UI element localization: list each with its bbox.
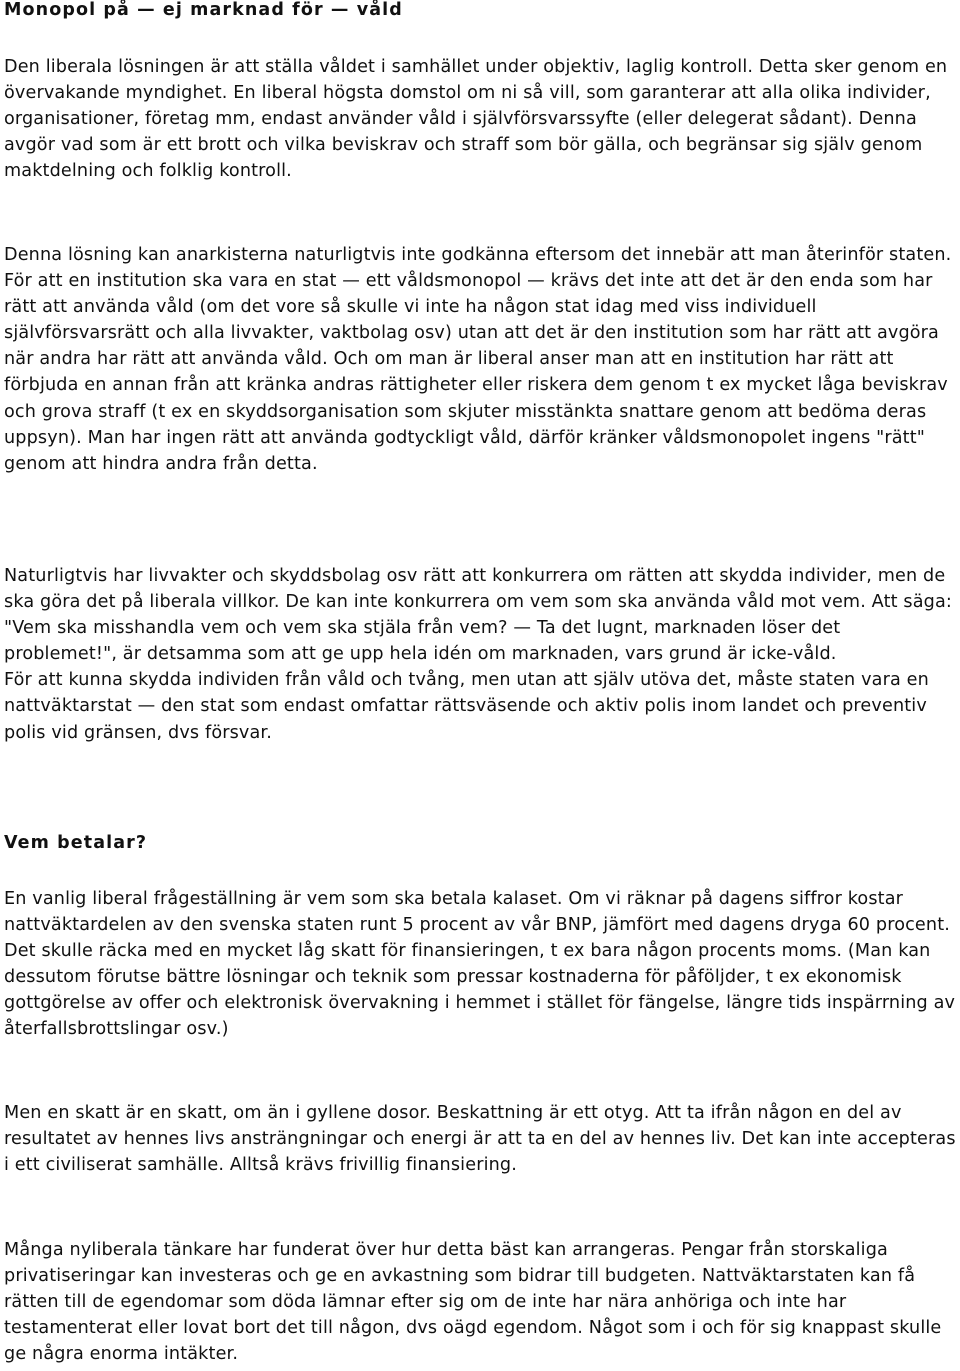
paragraph: Denna lösning kan anarkisterna naturligtvis inte godkänna eftersom det innebär att man återinför staten. För att en institution ska vara en stat — ett våldsmonopol — krävs det inte att det är den enda som har rätt att använda våld (om det vore så skulle vi inte ha någon stat idag med viss individuell självförsvarsrätt och alla livvakter, vaktbolag osv) utan att det är den institution som har rätt att avgöra när andra har rätt att använda våld. Och om man är liberal anser man att en institution har rätt att förbjuda en annan från att kränka andras rättigheter eller riskera dem genom t ex mycket låga beviskrav och grova straff (t ex en skyddsorganisation som skjuter misstänkta snattare genom att bedöma deras uppsyn). Man har ingen rätt att använda godtyckligt våld, därför kränker våldsmonopolet ingens "rätt" genom att hindra andra från detta. xyxy=(4,245,952,474)
paragraph: Många nyliberala tänkare har funderat över hur detta bäst kan arrangeras. Pengar från storskaliga privatiseringar kan investeras och ge en avkastning som bidrar till budgeten. Nattväktarstaten kan få rätten till de egendomar som döda lämnar efter sig om de inte har nära anhöriga och inte har testamenterat eller lovat bort det till någon, dvs oägd egendom. Något som i och för sig knappast skulle ge några enorma intäkter. xyxy=(4,1240,942,1365)
paragraph: Men en skatt är en skatt, om än i gyllene dosor. Beskattning är ett otyg. Att ta ifrån någon en del av resultatet av hennes livs ansträngningar och energi är att ta en del av hennes liv. Det kan inte accepteras i ett civiliserat samhälle. Alltså krävs frivillig finansiering. xyxy=(4,1103,956,1176)
section-heading: Monopol på — ej marknad för — våld xyxy=(4,0,403,20)
paragraph: Den liberala lösningen är att ställa våldet i samhället under objektiv, laglig kontroll. Detta sker genom en övervakande myndighet. En liberal högsta domstol om ni så vill, som garanterar att alla olika individer, organisationer, företag mm, endast använder våld i självförsvarssyfte (eller delegerat sådant). Denna avgör vad som är ett brott och vilka beviskrav och straff som bör gälla, och begränsar sig själv genom maktdelning och folklig kontroll. xyxy=(4,57,948,182)
paragraph: En vanlig liberal frågeställning är vem som ska betala kalaset. Om vi räknar på dagens siffror kostar nattväktardelen av den svenska staten runt 5 procent av vår BNP, jämfört med dagens dryga 60 procent. Det skulle räcka med en mycket låg skatt för finansieringen, t ex bara någon procents moms. (Man kan dessutom förutse bättre lösningar och teknik som pressar kostnaderna för påföljder, t ex ekonomisk gottgörelse av offer och elektronisk övervakning i hemmet i stället för fängelse, längre tids inspärrning av återfallsbrottslingar osv.) xyxy=(4,889,956,1040)
section-heading: Vem betalar? xyxy=(4,833,148,853)
paragraph: Naturligtvis har livvakter och skyddsbolag osv rätt att konkurrera om rätten att skydda individer, men de ska göra det på liberala villkor. De kan inte konkurrera om vem som ska använda våld mot vem. Att säga: "Vem ska misshandla vem och vem ska stjäla från vem? — Ta det lugnt, marknaden löser det problemet!", är detsamma som att ge upp hela idén om marknaden, vars grund är icke-våld. För att kunna skydda individen från våld och tvång, men utan att själv utöva det, måste staten vara en nattväktarstat — den stat som endast omfattar rättsväsende och aktiv polis inom landet och preventiv polis vid gränsen, dvs försvar. xyxy=(4,566,952,743)
